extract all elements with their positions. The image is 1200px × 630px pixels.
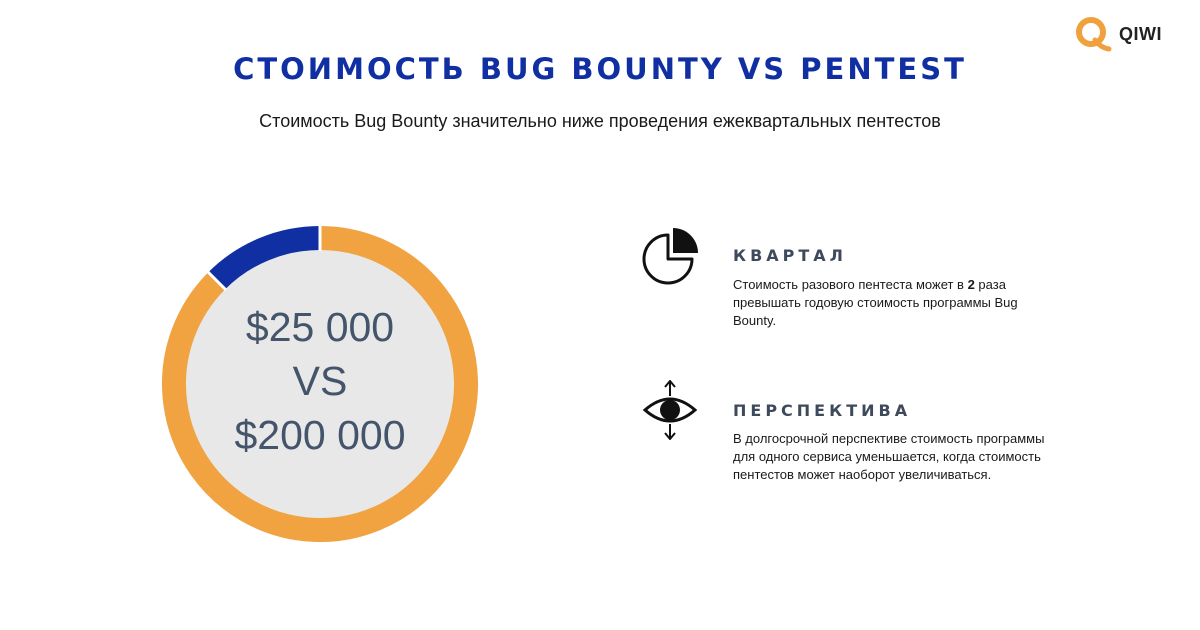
qiwi-logo <box>1073 14 1169 54</box>
bug-bounty-cost: $25 000 <box>245 304 395 350</box>
pie-chart-icon <box>640 225 700 285</box>
page-subtitle: Стоимость Bug Bounty значительно ниже проведения ежеквартальных пентестов <box>259 111 941 131</box>
qiwi-logo-text: QIWI <box>1119 23 1162 44</box>
page-title: СТОИМОСТЬ BUG BOUNTY VS PENTEST <box>233 52 967 86</box>
qiwi-logo-icon <box>1073 14 1113 54</box>
feature-perspective-text: В долгосрочной перспективе стоимость программы для одного сервиса уменьшается, когда стоимость пентестов может наоборот увеличиваться. <box>733 431 1045 482</box>
pentest-cost: $200 000 <box>234 412 406 458</box>
vs-label: VS <box>292 358 348 404</box>
cost-comparison-label <box>162 300 478 462</box>
feature-quarter <box>640 225 1070 335</box>
feature-quarter-heading: КВАРТАЛ <box>733 246 847 265</box>
feature-quarter-text: Стоимость разового пентеста может в 2 раза превышать годовую стоимость программы Bug Bounty. <box>733 277 1018 328</box>
feature-perspective-heading: ПЕРСПЕКТИВА <box>733 401 912 420</box>
eye-icon <box>640 380 700 440</box>
feature-quarter-emphasis: 2 <box>967 277 975 292</box>
feature-perspective <box>640 380 1070 510</box>
